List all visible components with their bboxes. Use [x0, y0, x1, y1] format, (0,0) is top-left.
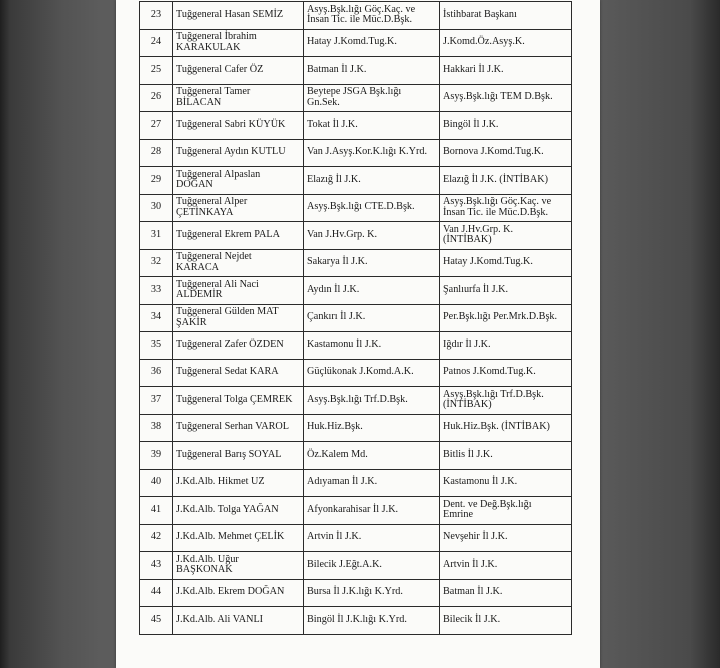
- row-number-cell: 29: [140, 167, 173, 195]
- officer-name: J.Kd.Alb. Ali VANLI: [176, 613, 264, 625]
- officer-name: J.Kd.Alb. Uğur BAŞKONAK: [176, 553, 239, 576]
- current-post: Van J.Asyş.Kor.K.lığı K.Yrd.: [307, 146, 427, 158]
- current-post: Asyş.Bşk.lığı Göç.Kaç. ve İnsan Tic. ile Müc.D.Bşk.: [307, 3, 416, 26]
- current-post-cell: [304, 607, 440, 635]
- table-row: [140, 249, 572, 277]
- officer-name-cell: [173, 469, 304, 497]
- new-post-cell: [440, 222, 572, 250]
- row-number-cell: 23: [140, 2, 173, 30]
- current-post-cell: [304, 249, 440, 277]
- new-post-cell: [440, 332, 572, 360]
- new-post: Iğdır İl J.K.: [443, 338, 491, 350]
- table-row: [140, 139, 572, 167]
- current-post: Asyş.Bşk.lığı Trf.D.Bşk.: [307, 393, 408, 405]
- row-number-cell: 32: [140, 249, 173, 277]
- row-number-cell: 24: [140, 29, 173, 57]
- row-number-cell: 37: [140, 387, 173, 415]
- officer-name: Tuğgeneral Gülden MAT ŞAKİR: [176, 306, 279, 328]
- current-post-cell: [304, 304, 440, 332]
- officer-name: Tuğgeneral Nejdet KARACA: [176, 251, 252, 273]
- current-post-cell: [304, 2, 440, 30]
- current-post-cell: [304, 222, 440, 250]
- current-post-cell: [304, 277, 440, 305]
- new-post: Batman İl J.K.: [443, 586, 503, 598]
- new-post-cell: [440, 442, 572, 470]
- current-post: Huk.Hiz.Bşk.: [307, 421, 363, 433]
- officer-name: Tuğgeneral Tamer BİLACAN: [176, 86, 251, 108]
- officer-name-cell: [173, 277, 304, 305]
- officer-name: Tuğgeneral Alpaslan DOĞAN: [176, 168, 261, 191]
- current-post: Adıyaman İl J.K.: [307, 476, 378, 488]
- table-row: [140, 277, 572, 305]
- current-post-cell: [304, 469, 440, 497]
- current-post: Bilecik J.Eğt.A.K.: [307, 558, 382, 570]
- new-post-cell: [440, 84, 572, 112]
- table-row: [140, 112, 572, 140]
- current-post: Aydın İl J.K.: [307, 283, 360, 295]
- table-row: [140, 194, 572, 222]
- table-row: [140, 359, 572, 387]
- officer-name: Tuğgeneral Sabri KÜYÜK: [176, 118, 286, 130]
- new-post: Hatay J.Komd.Tug.K.: [443, 256, 533, 268]
- current-post: Güçlükonak J.Komd.A.K.: [307, 366, 414, 378]
- row-number-cell: 45: [140, 607, 173, 635]
- current-post-cell: [304, 167, 440, 195]
- new-post-cell: [440, 139, 572, 167]
- current-post-cell: [304, 84, 440, 112]
- new-post: Hakkari İl J.K.: [443, 63, 504, 75]
- row-number-cell: 33: [140, 277, 173, 305]
- table-row: [140, 579, 572, 607]
- row-number-cell: 28: [140, 139, 173, 167]
- current-post: Bursa İl J.K.lığı K.Yrd.: [307, 586, 403, 598]
- new-post-cell: [440, 167, 572, 195]
- current-post-cell: [304, 194, 440, 222]
- officer-name: Tuğgeneral Serhan VAROL: [176, 421, 290, 433]
- new-post: Artvin İl J.K.: [443, 558, 498, 570]
- officer-name-cell: [173, 84, 304, 112]
- new-post-cell: [440, 57, 572, 85]
- new-post: Asyş.Bşk.lığı TEM D.Bşk.: [443, 91, 553, 103]
- new-post-cell: [440, 2, 572, 30]
- officer-name-cell: [173, 607, 304, 635]
- officer-name-cell: [173, 524, 304, 552]
- table-row: [140, 2, 572, 30]
- officer-name: J.Kd.Alb. Ekrem DOĞAN: [176, 586, 285, 598]
- viewer-background-right: [600, 0, 720, 668]
- officer-name-cell: [173, 387, 304, 415]
- new-post: Bitlis İl J.K.: [443, 448, 493, 460]
- current-post: Sakarya İl J.K.: [307, 256, 368, 268]
- table-row: [140, 304, 572, 332]
- new-post-cell: [440, 469, 572, 497]
- new-post-cell: [440, 112, 572, 140]
- current-post: Batman İl J.K.: [307, 63, 367, 75]
- row-number-cell: 40: [140, 469, 173, 497]
- current-post: Artvin İl J.K.: [307, 531, 362, 543]
- current-post: Afyonkarahisar İl J.K.: [307, 503, 399, 515]
- officer-name-cell: [173, 222, 304, 250]
- officer-name: Tuğgeneral Cafer ÖZ: [176, 63, 264, 75]
- row-number-cell: 44: [140, 579, 173, 607]
- new-post: Nevşehir İl J.K.: [443, 531, 508, 543]
- current-post: Asyş.Bşk.lığı CTE.D.Bşk.: [307, 201, 415, 213]
- officer-name: Tuğgeneral Ekrem PALA: [176, 228, 280, 240]
- table-row: [140, 442, 572, 470]
- officer-name-cell: [173, 442, 304, 470]
- officer-name-cell: [173, 304, 304, 332]
- table-row: [140, 414, 572, 442]
- new-post-cell: [440, 304, 572, 332]
- current-post-cell: [304, 332, 440, 360]
- appointment-table: [139, 1, 572, 635]
- new-post-cell: [440, 497, 572, 525]
- officer-name-cell: [173, 359, 304, 387]
- officer-name-cell: [173, 249, 304, 277]
- current-post-cell: [304, 57, 440, 85]
- current-post: Çankırı İl J.K.: [307, 311, 366, 323]
- current-post-cell: [304, 497, 440, 525]
- current-post: Kastamonu İl J.K.: [307, 338, 382, 350]
- officer-name: J.Kd.Alb. Tolga YAĞAN: [176, 503, 279, 515]
- officer-name: J.Kd.Alb. Hikmet UZ: [176, 476, 265, 488]
- row-number-cell: 26: [140, 84, 173, 112]
- table-row: [140, 29, 572, 57]
- table-row: [140, 524, 572, 552]
- current-post: Bingöl İl J.K.lığı K.Yrd.: [307, 613, 407, 625]
- current-post-cell: [304, 29, 440, 57]
- officer-name-cell: [173, 497, 304, 525]
- officer-name: Tuğgeneral Aydın KUTLU: [176, 146, 286, 158]
- new-post-cell: [440, 249, 572, 277]
- current-post-cell: [304, 552, 440, 580]
- row-number-cell: 43: [140, 552, 173, 580]
- new-post-cell: [440, 607, 572, 635]
- current-post: Tokat İl J.K.: [307, 118, 358, 130]
- current-post: Beytepe JSGA Bşk.lığı Gn.Sek.: [307, 86, 402, 108]
- current-post-cell: [304, 359, 440, 387]
- officer-name-cell: [173, 414, 304, 442]
- new-post-cell: [440, 552, 572, 580]
- new-post-cell: [440, 194, 572, 222]
- current-post-cell: [304, 524, 440, 552]
- row-number-cell: 25: [140, 57, 173, 85]
- officer-name: Tuğgeneral Sedat KARA: [176, 366, 279, 378]
- new-post-cell: [440, 579, 572, 607]
- current-post-cell: [304, 442, 440, 470]
- new-post: Elazığ İl J.K. (İNTİBAK): [443, 173, 548, 185]
- new-post: Per.Bşk.lığı Per.Mrk.D.Bşk.: [443, 311, 558, 323]
- officer-name-cell: [173, 579, 304, 607]
- current-post-cell: [304, 387, 440, 415]
- row-number-cell: 35: [140, 332, 173, 360]
- row-number-cell: 38: [140, 414, 173, 442]
- row-number-cell: 30: [140, 194, 173, 222]
- officer-name-cell: [173, 57, 304, 85]
- new-post: Asyş.Bşk.lığı Trf.D.Bşk. (İNTİBAK): [443, 388, 544, 411]
- officer-name: Tuğgeneral Barış SOYAL: [176, 448, 282, 460]
- officer-name: Tuğgeneral Ali Naci ALDEMİR: [176, 278, 259, 301]
- document-page[interactable]: [116, 0, 600, 668]
- table-row: [140, 222, 572, 250]
- current-post: Hatay J.Komd.Tug.K.: [307, 36, 397, 48]
- officer-name-cell: [173, 112, 304, 140]
- table-row: [140, 387, 572, 415]
- current-post: Van J.Hv.Grp. K.: [307, 228, 378, 240]
- table-row: [140, 84, 572, 112]
- officer-name-cell: [173, 29, 304, 57]
- officer-name-cell: [173, 2, 304, 30]
- new-post: Bingöl İl J.K.: [443, 118, 499, 130]
- table-row: [140, 607, 572, 635]
- table-row: [140, 469, 572, 497]
- new-post: Dent. ve Değ.Bşk.lığı Emrine: [443, 498, 532, 521]
- new-post-cell: [440, 359, 572, 387]
- new-post: Bornova J.Komd.Tug.K.: [443, 146, 544, 158]
- officer-name: Tuğgeneral Tolga ÇEMREK: [176, 393, 293, 405]
- current-post: Öz.Kalem Md.: [307, 448, 368, 460]
- officer-name: Tuğgeneral Zafer ÖZDEN: [176, 338, 284, 350]
- row-number-cell: 41: [140, 497, 173, 525]
- officer-name: Tuğgeneral İbrahim KARAKULAK: [176, 31, 257, 53]
- new-post: Van J.Hv.Grp. K. (İNTİBAK): [443, 223, 514, 246]
- new-post: Kastamonu İl J.K.: [443, 476, 518, 488]
- officer-name-cell: [173, 194, 304, 222]
- table-row: [140, 497, 572, 525]
- officer-name-cell: [173, 139, 304, 167]
- new-post-cell: [440, 387, 572, 415]
- row-number-cell: 36: [140, 359, 173, 387]
- current-post: Elazığ İl J.K.: [307, 173, 361, 185]
- new-post: Bilecik İl J.K.: [443, 613, 501, 625]
- current-post-cell: [304, 414, 440, 442]
- new-post: J.Komd.Öz.Asyş.K.: [443, 36, 525, 48]
- row-number-cell: 27: [140, 112, 173, 140]
- officer-name-cell: [173, 167, 304, 195]
- current-post-cell: [304, 112, 440, 140]
- new-post: Şanlıurfa İl J.K.: [443, 283, 509, 295]
- new-post: Patnos J.Komd.Tug.K.: [443, 366, 536, 378]
- row-number-cell: 31: [140, 222, 173, 250]
- table-row: [140, 552, 572, 580]
- officer-name: Tuğgeneral Hasan SEMİZ: [176, 8, 284, 20]
- new-post-cell: [440, 277, 572, 305]
- new-post-cell: [440, 414, 572, 442]
- current-post-cell: [304, 139, 440, 167]
- current-post-cell: [304, 579, 440, 607]
- new-post-cell: [440, 524, 572, 552]
- new-post: İstihbarat Başkanı: [443, 8, 517, 20]
- table-row: [140, 57, 572, 85]
- table-row: [140, 167, 572, 195]
- row-number-cell: 39: [140, 442, 173, 470]
- new-post: Asyş.Bşk.lığı Göç.Kaç. ve İnsan Tic. ile Müc.D.Bşk.: [443, 196, 552, 218]
- new-post-cell: [440, 29, 572, 57]
- new-post: Huk.Hiz.Bşk. (İNTİBAK): [443, 421, 550, 433]
- officer-name: J.Kd.Alb. Mehmet ÇELİK: [176, 531, 285, 543]
- officer-name: Tuğgeneral Alper ÇETİNKAYA: [176, 196, 248, 218]
- table-row: [140, 332, 572, 360]
- officer-name-cell: [173, 332, 304, 360]
- row-number-cell: 42: [140, 524, 173, 552]
- row-number-cell: 34: [140, 304, 173, 332]
- officer-name-cell: [173, 552, 304, 580]
